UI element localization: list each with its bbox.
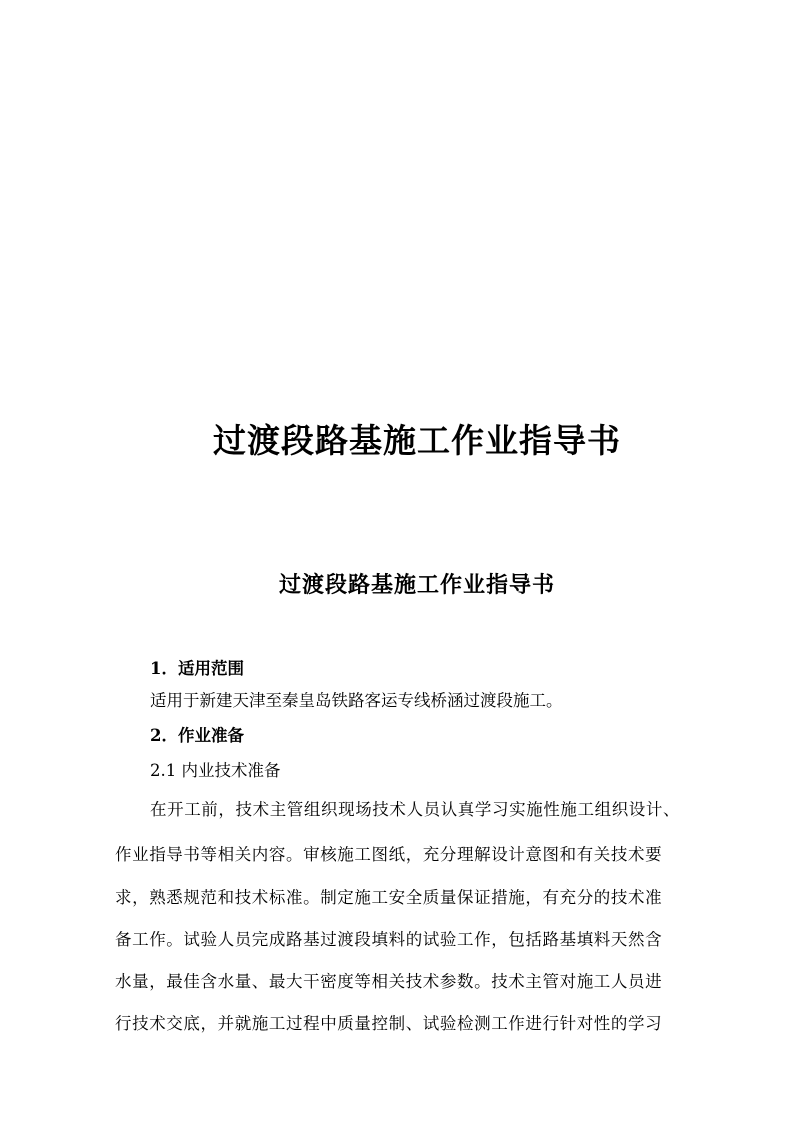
paragraph-line: 备工作。试验人员完成路基过渡段填料的试验工作，包括路基填料天然含 [115, 930, 663, 949]
paragraph-line: 求，熟悉规范和技术标准。制定施工安全质量保证措施，有充分的技术准 [115, 888, 663, 907]
subsection-heading-technical-preparation: 2.1 内业技术准备 [150, 761, 281, 780]
cover-title: 过渡段路基施工作业指导书 [213, 421, 621, 460]
paragraph-line: 水量，最佳含水量、最大干密度等相关技术参数。技术主管对施工人员进 [115, 972, 663, 991]
scope-text: 适用于新建天津至秦皇岛铁路客运专线桥涵过渡段施工。 [150, 691, 563, 710]
document-title: 过渡段路基施工作业指导书 [278, 572, 555, 598]
paragraph-line: 在开工前，技术主管组织现场技术人员认真学习实施性施工组织设计、 [150, 800, 681, 819]
paragraph-line: 作业指导书等相关内容。审核施工图纸，充分理解设计意图和有关技术要 [115, 845, 663, 864]
section-heading-preparation: 2．作业准备 [150, 726, 244, 745]
paragraph-line: 行技术交底，并就施工过程中质量控制、试验检测工作进行针对性的学习 [115, 1014, 663, 1033]
section-heading-scope: 1．适用范围 [150, 659, 244, 678]
